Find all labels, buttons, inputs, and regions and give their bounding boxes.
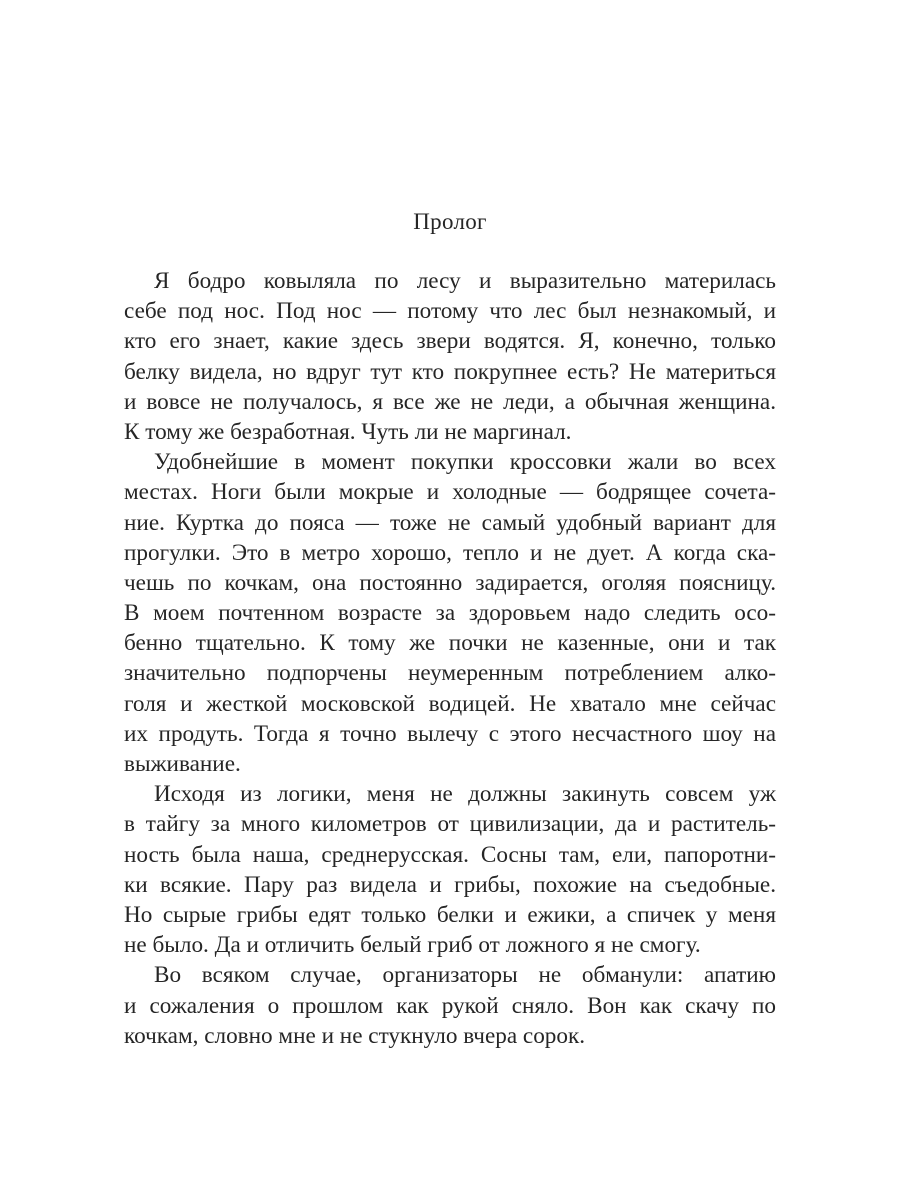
paragraph (124, 779, 776, 960)
text-line: кочкам, словно мне и не стукнуло вчера сорок. (124, 1022, 586, 1049)
text-line: выживание. (124, 751, 241, 777)
text-line: бенно тщательно. К тому же почки не казенные, они и так (124, 630, 776, 657)
text-line: в тайгу за много километров от цивилизации, да и раститель- (124, 811, 776, 838)
text-line: их продуть. Тогда я точно вылечу с этого несчастного шоу на (124, 720, 776, 747)
text-line: и сожаления о прошлом как рукой сняло. Вон как скачу по (124, 992, 776, 1019)
paragraph (124, 266, 776, 447)
text-line: местах. Ноги были мокрые и холодные — бодрящее сочета- (124, 479, 776, 506)
text-line: Но сырые грибы едят только белки и ежики, а спичек у меня (124, 901, 776, 928)
text-line: кто его знает, какие здесь звери водятся. Я, конечно, только (124, 328, 776, 355)
text-line: прогулки. Это в метро хорошо, тепло и не дует. А когда ска- (124, 539, 776, 566)
text-line: К тому же безработная. Чуть ли не маргинал. (124, 418, 572, 445)
text-line: Удобнейшие в момент покупки кроссовки жали во всех (154, 449, 776, 476)
paragraph (124, 960, 776, 1051)
text-line: голя и жесткой московской водицей. Не хватало мне сейчас (124, 690, 776, 717)
text-line: себе под нос. Под нос — потому что лес был незнакомый, и (124, 298, 776, 325)
chapter-body (124, 266, 776, 1051)
text-line: не было. Да и отличить белый гриб от ложного я не смогу. (124, 932, 701, 959)
text-line: ность была наша, среднерусская. Сосны там, ели, папоротни- (124, 841, 776, 868)
text-line: Во всяком случае, организаторы не обманули: апатию (154, 962, 776, 989)
text-line: ки всякие. Пару раз видела и грибы, похожие на съедобные. (124, 871, 776, 898)
text-line: и вовсе не получалось, я все же не леди, а обычная женщина. (124, 388, 776, 415)
text-line: ние. Куртка до пояса — тоже не самый удобный вариант для (124, 509, 776, 536)
text-line: В моем почтенном возрасте за здоровьем надо следить осо- (124, 600, 776, 627)
paragraph (124, 447, 776, 779)
text-line: значительно подпорчены неумеренным потреблением алко- (124, 660, 776, 687)
text-line: чешь по кочкам, она постоянно задирается, оголяя поясницу. (124, 569, 776, 596)
text-line: белку видела, но вдруг тут кто покрупнее есть? Не материться (124, 358, 776, 385)
text-line: Исходя из логики, меня не должны закинуть совсем уж (154, 781, 776, 808)
text-line: Я бодро ковыляла по лесу и выразительно материлась (154, 268, 776, 294)
chapter-title: Пролог (413, 209, 487, 234)
